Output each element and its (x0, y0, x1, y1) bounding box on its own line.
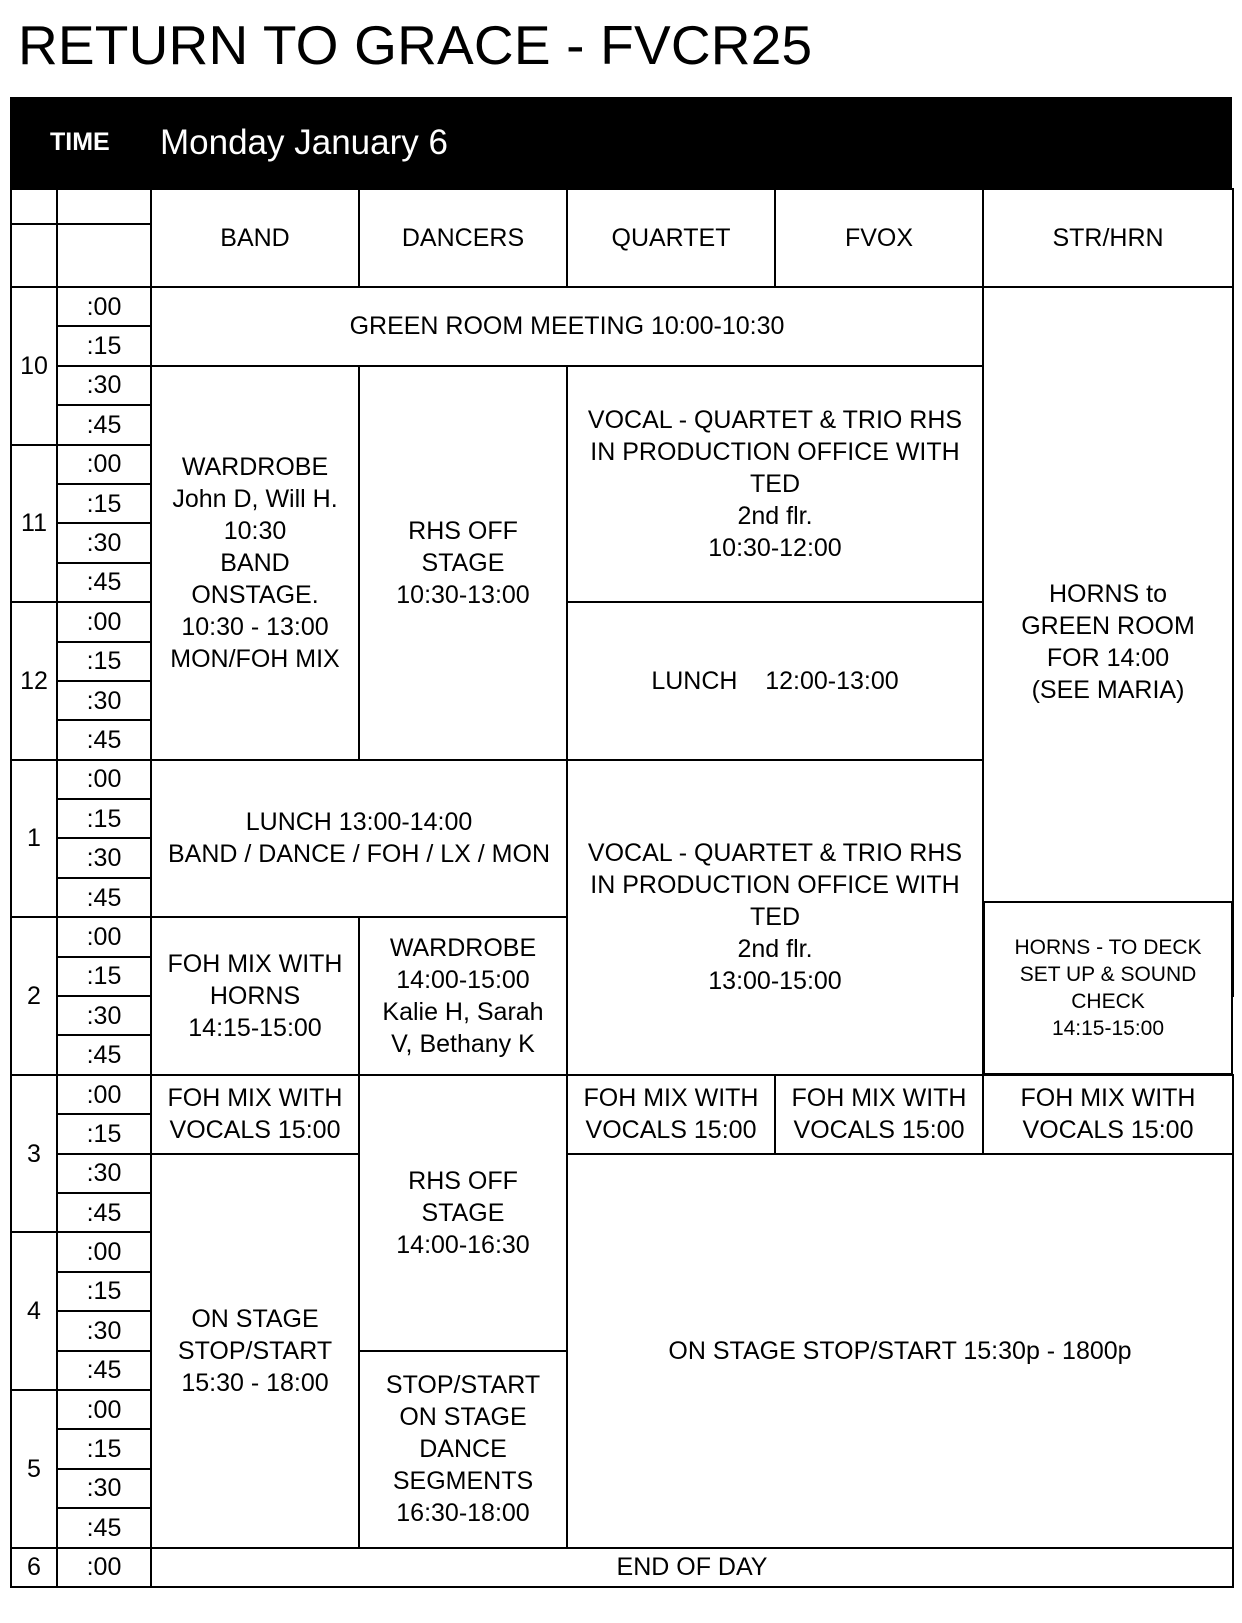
event-vocal-production-office-1: VOCAL - QUARTET & TRIO RHS IN PRODUCTION OFFICE WITH TED 2nd flr. 10:30-12:00 (567, 366, 983, 602)
event-lunch-band-dance: LUNCH 13:00-14:00 BAND / DANCE / FOH / LX / MON (151, 760, 567, 918)
hour-label: 3 (11, 1075, 57, 1233)
event-dancers-wardrobe: WARDROBE 14:00-15:00 Kalie H, Sarah V, Bethany K (359, 917, 567, 1075)
minute-label: :15 (57, 1272, 151, 1311)
hour-label: 1 (11, 760, 57, 918)
minute-label: :15 (57, 484, 151, 523)
schedule-header-bar (10, 97, 1232, 188)
event-dancers-rhs-off-stage: RHS OFF STAGE 10:30-13:00 (359, 366, 567, 760)
minute-label: :30 (57, 366, 151, 405)
event-horns-to-deck-text: HORNS - TO DECK SET UP & SOUND CHECK 14:15-15:00 (1014, 936, 1202, 1041)
minute-label: :15 (57, 1114, 151, 1153)
event-end-of-day: END OF DAY (151, 1548, 1233, 1587)
hour-label: 11 (11, 445, 57, 603)
header-blank-cell (11, 189, 57, 224)
hour-label: 6 (11, 1548, 57, 1587)
time-header-label: TIME (50, 128, 110, 156)
event-horns-green-room: HORNS to GREEN ROOM FOR 14:00 (SEE MARIA) (983, 287, 1233, 996)
column-header-str-hrn: STR/HRN (983, 189, 1233, 287)
hour-label: 2 (11, 917, 57, 1075)
event-band-foh-mix-horns: FOH MIX WITH HORNS 14:15-15:00 (151, 917, 359, 1075)
minute-label: :30 (57, 1311, 151, 1350)
event-quartet-foh-mix-vocals: FOH MIX WITH VOCALS 15:00 (567, 1075, 775, 1154)
minute-label: :00 (57, 287, 151, 326)
page-title: RETURN TO GRACE - FVCR25 (18, 14, 813, 76)
header-blank-cell (57, 224, 151, 287)
date-header-label: Monday January 6 (160, 123, 448, 162)
header-blank-cell (11, 224, 57, 287)
column-header-fvox: FVOX (775, 189, 983, 287)
event-dancers-rhs-off-stage-2: RHS OFF STAGE 14:00-16:30 (359, 1075, 567, 1351)
minute-label: :00 (57, 1075, 151, 1114)
hour-label: 10 (11, 287, 57, 445)
event-fvox-foh-mix-vocals: FOH MIX WITH VOCALS 15:00 (775, 1075, 983, 1154)
event-dance-segments: STOP/START ON STAGE DANCE SEGMENTS 16:30-18:00 (359, 1351, 567, 1548)
minute-label: :45 (57, 563, 151, 602)
minute-label: :00 (57, 445, 151, 484)
hour-label: 5 (11, 1390, 57, 1548)
column-header-quartet: QUARTET (567, 189, 775, 287)
schedule-grid (10, 188, 1234, 1588)
minute-label: :45 (57, 1508, 151, 1547)
event-lunch-quartet-fvox: LUNCH 12:00-13:00 (567, 602, 983, 760)
minute-label: :15 (57, 799, 151, 838)
event-band-wardrobe: WARDROBE John D, Will H. 10:30 BAND ONSTAGE. 10:30 - 13:00 MON/FOH MIX (151, 366, 359, 760)
event-green-room-meeting: GREEN ROOM MEETING 10:00-10:30 (151, 287, 983, 366)
minute-label: :30 (57, 1469, 151, 1508)
minute-label: :45 (57, 405, 151, 444)
minute-label: :00 (57, 1548, 151, 1587)
minute-label: :45 (57, 720, 151, 759)
event-on-stage-stop-start: ON STAGE STOP/START 15:30p - 1800p (567, 1154, 1233, 1548)
minute-label: :15 (57, 1429, 151, 1468)
event-band-foh-mix-vocals: FOH MIX WITH VOCALS 15:00 (151, 1075, 359, 1154)
event-horns-to-deck (983, 901, 1233, 1075)
header-blank-cell (57, 189, 151, 224)
minute-label: :30 (57, 838, 151, 877)
minute-label: :00 (57, 1232, 151, 1271)
event-vocal-production-office-2: VOCAL - QUARTET & TRIO RHS IN PRODUCTION OFFICE WITH TED 2nd flr. 13:00-15:00 (567, 760, 983, 1075)
event-str-hrn-foh-mix-vocals: FOH MIX WITH VOCALS 15:00 (983, 1075, 1233, 1154)
column-header-dancers: DANCERS (359, 189, 567, 287)
minute-label: :15 (57, 642, 151, 681)
minute-label: :15 (57, 326, 151, 365)
minute-label: :30 (57, 1154, 151, 1193)
hour-label: 12 (11, 602, 57, 760)
event-band-on-stage-stop-start: ON STAGE STOP/START 15:30 - 18:00 (151, 1154, 359, 1548)
minute-label: :45 (57, 878, 151, 917)
column-header-band: BAND (151, 189, 359, 287)
minute-label: :00 (57, 917, 151, 956)
minute-label: :15 (57, 957, 151, 996)
minute-label: :00 (57, 602, 151, 641)
minute-label: :30 (57, 681, 151, 720)
minute-label: :00 (57, 760, 151, 799)
hour-label: 4 (11, 1232, 57, 1390)
minute-label: :45 (57, 1193, 151, 1232)
minute-label: :45 (57, 1035, 151, 1074)
minute-label: :30 (57, 996, 151, 1035)
minute-label: :45 (57, 1351, 151, 1390)
minute-label: :30 (57, 523, 151, 562)
minute-label: :00 (57, 1390, 151, 1429)
